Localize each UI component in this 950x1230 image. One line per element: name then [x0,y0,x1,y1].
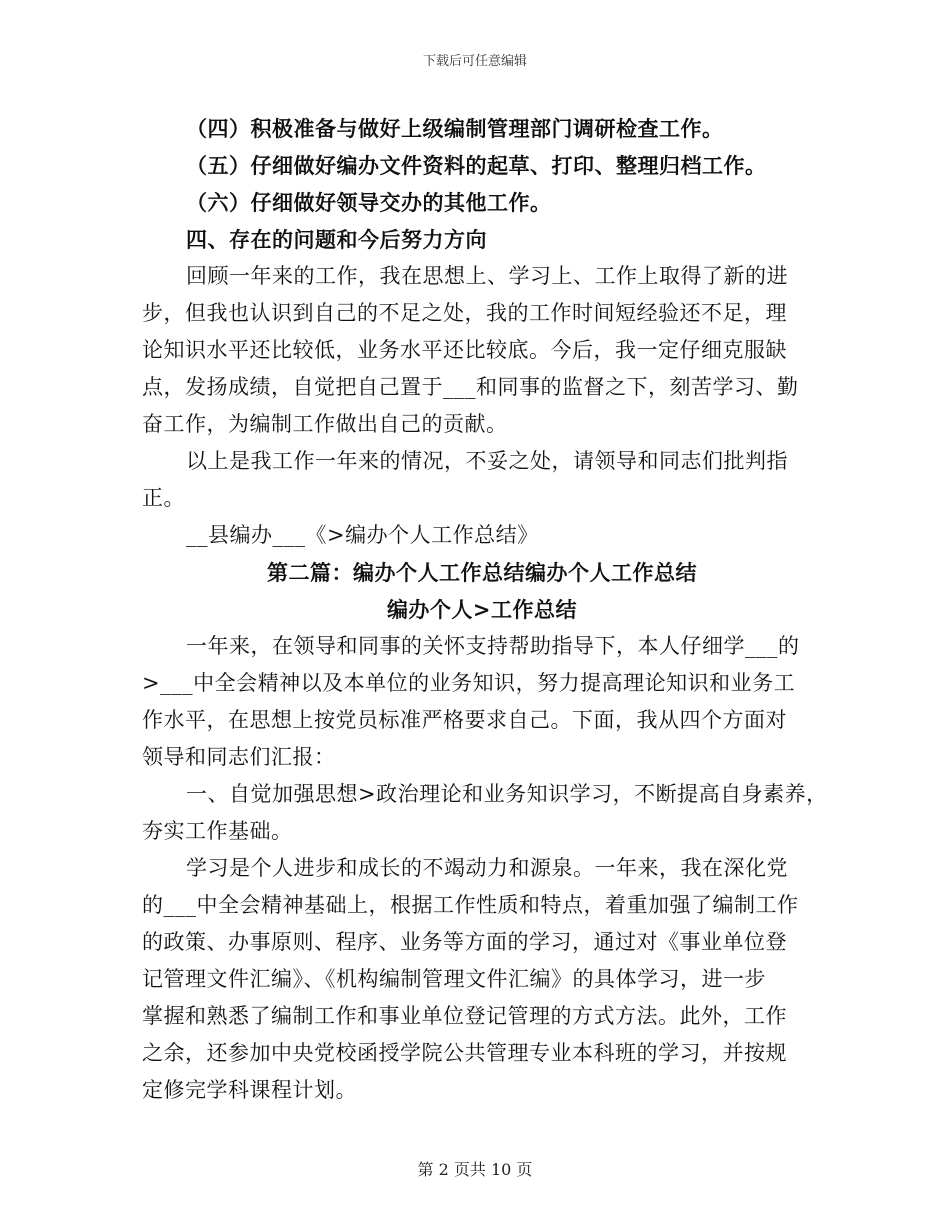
document-body [142,110,828,1109]
paragraph-line: 学习是个人进步和成长的不竭动力和源泉。一年来，我在深化党 [186,856,788,880]
paragraph-line: 以上是我工作一年来的情况，不妥之处，请领导和同志们批判指 [186,449,788,473]
paragraph-line: 步，但我也认识到自己的不足之处，我的工作时间短经验还不足，理 [142,301,787,325]
paragraph-line: 的政策、办事原则、程序、业务等方面的学习，通过对《事业单位登 [142,930,787,954]
paragraph-line: 之余，还参加中央党校函授学院公共管理专业本科班的学习，并按规 [142,1041,787,1065]
paragraph-line: 点，发扬成绩，自觉把自己置于___和同事的监督之下，刻苦学习、勤 [142,375,799,399]
paragraph-line: 领导和同志们汇报： [142,745,336,769]
paragraph-line: 记管理文件汇编》、《机构编制管理文件汇编》的具体学习，进一步 [142,967,766,991]
paragraph-line: 掌握和熟悉了编制工作和事业单位登记管理的方式方法。此外，工作 [142,1004,787,1028]
chapter-subtitle: 编办个人>工作总结 [386,597,578,622]
paragraph-line: 作水平，在思想上按党员标准严格要求自己。下面，我从四个方面对 [142,708,787,732]
paragraph-line: 奋工作，为编制工作做出自己的贡献。 [142,412,508,436]
signature-line: __县编办___《>编办个人工作总结》 [186,523,539,547]
paragraph-line: 一年来，在领导和同事的关怀支持帮助指导下，本人仔细学___的 [186,634,800,658]
paragraph-line: 的___中全会精神基础上，根据工作性质和特点，着重加强了编制工作 [142,893,799,917]
list-item-6: （六）仔细做好领导交办的其他工作。 [186,190,552,215]
section-heading: 四、存在的问题和今后努力方向 [186,227,487,252]
page-header: 下载后可任意编辑 [422,54,527,69]
paragraph-line: 定修完学科课程计划。 [142,1078,357,1102]
paragraph-line: >___中全会精神以及本单位的业务知识，努力提高理论知识和业务工 [142,671,796,695]
paragraph-line: 回顾一年来的工作，我在思想上、学习上、工作上取得了新的进 [186,264,788,288]
paragraph-line: 论知识水平还比较低，业务水平还比较底。今后，我一定仔细克服缺 [142,338,787,362]
list-item-5: （五）仔细做好编办文件资料的起草、打印、整理归档工作。 [186,153,767,178]
paragraph-line: 一、自觉加强思想>政治理论和业务知识学习，不断提高自身素养， [186,782,828,806]
list-item-4: （四）积极准备与做好上级编制管理部门调研检查工作。 [186,116,724,141]
page-footer: 第 2 页共 10 页 [417,1160,533,1179]
paragraph-line: 正。 [142,486,185,510]
chapter-title: 第二篇：编办个人工作总结编办个人工作总结 [267,560,697,585]
paragraph-line: 夯实工作基础。 [142,819,293,843]
